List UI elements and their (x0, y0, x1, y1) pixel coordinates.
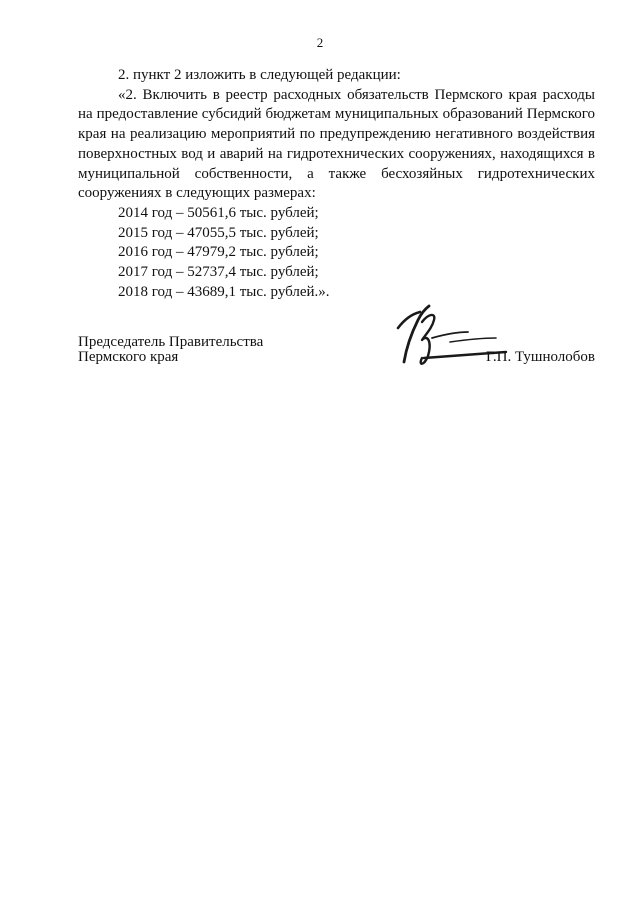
quote-paragraph: «2. Включить в реестр расходных обязательств Пермского края расходы на предоставление субсидий бюджетам муниципальных образований Пермского края на реализацию мероприятий по предупреждению негативного воздействия поверхностных вод и аварий на гидротехнических сооружениях, находящихся в муниципальной собственности, а также бесхозяйных гидротехнических сооружениях в следующих размерах: (78, 86, 595, 202)
document-body (78, 66, 595, 302)
amount-2015: 2015 год – 47055,5 тыс. рублей; (118, 224, 319, 241)
item-heading: 2. пункт 2 изложить в следующей редакции: (118, 67, 401, 83)
amounts-list (78, 204, 595, 303)
amount-2014: 2014 год – 50561,6 тыс. рублей; (118, 204, 319, 221)
position-line-2: Пермского края (78, 349, 179, 365)
signature-block (78, 330, 595, 390)
signer-name: Г.П. Тушнолобов (485, 349, 595, 365)
page-number: 2 (316, 35, 324, 50)
amount-2016: 2016 год – 47979,2 тыс. рублей; (118, 244, 319, 261)
amount-2017: 2017 год – 52737,4 тыс. рублей; (118, 264, 319, 281)
position-line-1: Председатель Правительства (78, 334, 264, 350)
signer-position (78, 335, 263, 365)
amount-2018: 2018 год – 43689,1 тыс. рублей.». (118, 283, 330, 300)
